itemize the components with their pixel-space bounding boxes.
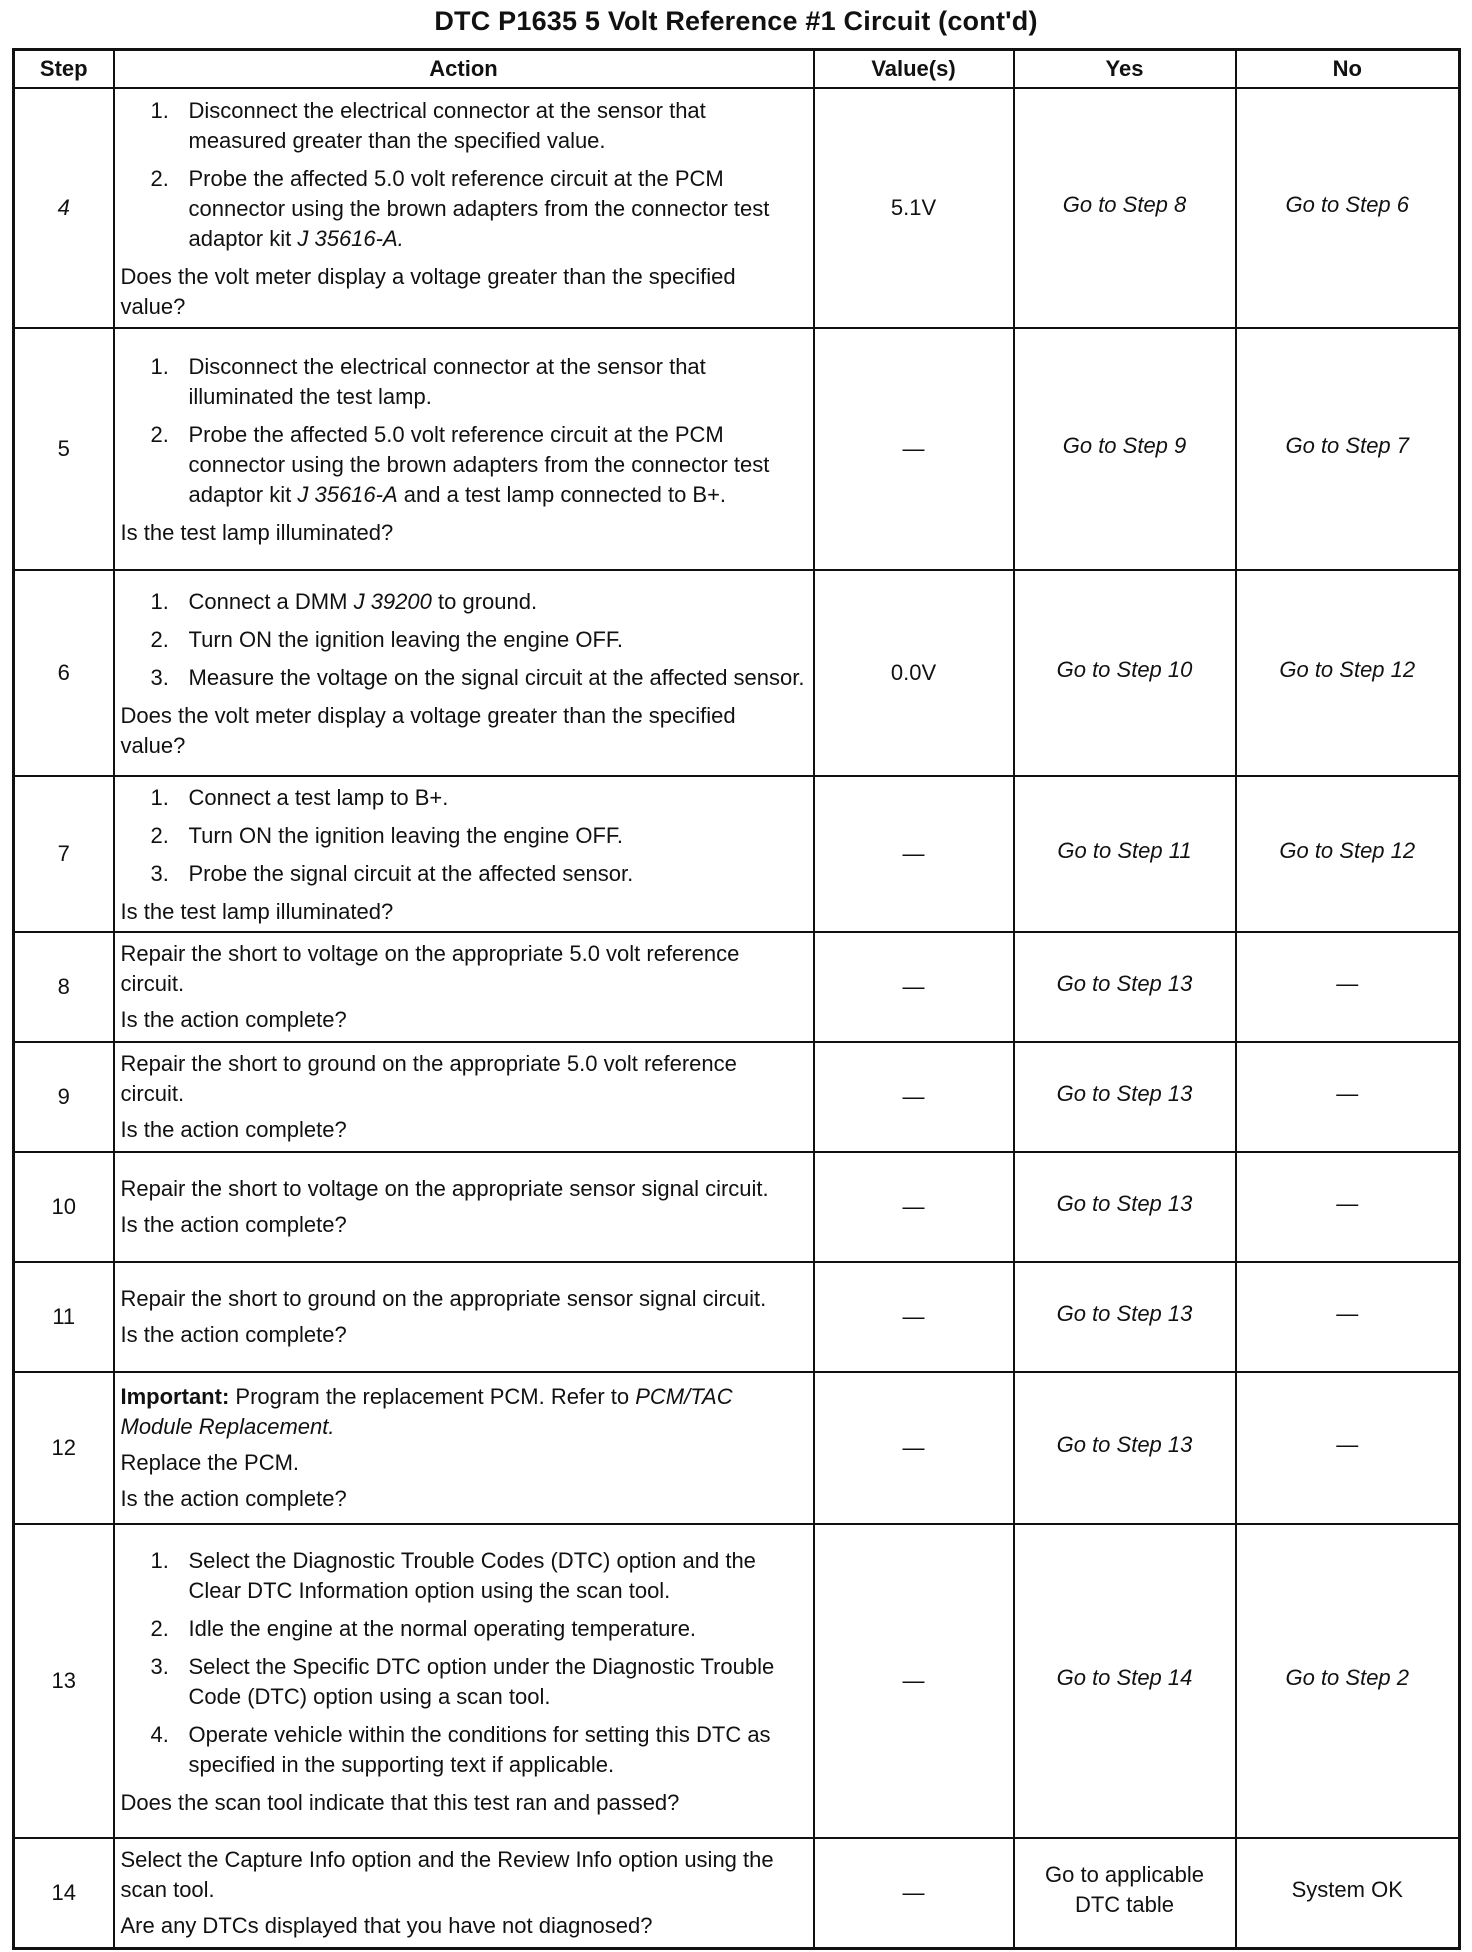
page-title: DTC P1635 5 Volt Reference #1 Circuit (cont'd) (434, 6, 1038, 36)
action-text: Replace the PCM. (120, 1450, 300, 1475)
value-cell: — (814, 1152, 1014, 1262)
action-cell (114, 570, 814, 776)
action-cell (114, 1262, 814, 1372)
question: Is the test lamp illuminated? (120, 520, 394, 545)
step-number: 6 (14, 570, 114, 776)
no-cell: Go to Step 2 (1236, 1524, 1460, 1838)
question: Does the volt meter display a voltage greater than the specified value? (120, 703, 736, 758)
yes-cell: Go to Step 11 (1014, 776, 1236, 932)
yes-cell: Go to Step 13 (1014, 1152, 1236, 1262)
no-cell: — (1236, 1042, 1460, 1152)
value-cell: — (814, 1372, 1014, 1524)
header-step: Step (14, 50, 114, 89)
question: Is the action complete? (120, 1212, 347, 1237)
value-cell: — (814, 328, 1014, 570)
action-text: Repair the short to ground on the appropriate 5.0 volt reference circuit. (120, 1051, 737, 1106)
action-item: 2. Idle the engine at the normal operating temperature. (150, 1616, 697, 1641)
action-item: 1. Select the Diagnostic Trouble Codes (DTC) option and the Clear DTC Information option using the scan tool. (150, 1548, 756, 1603)
action-cell (114, 776, 814, 932)
yes-cell: Go to Step 9 (1014, 328, 1236, 570)
value-cell: 5.1V (814, 88, 1014, 328)
no-cell: — (1236, 1152, 1460, 1262)
no-cell: Go to Step 12 (1236, 570, 1460, 776)
action-item: 3. Select the Specific DTC option under the Diagnostic Trouble Code (DTC) option using a scan tool. (150, 1654, 775, 1709)
reference-link: PCM/TAC Module Replacement. (120, 1384, 733, 1439)
action-item: 1. Connect a test lamp to B+. (150, 785, 449, 810)
step-number: 5 (14, 328, 114, 570)
action-cell (114, 1152, 814, 1262)
no-cell: Go to Step 6 (1236, 88, 1460, 328)
header-action: Action (114, 50, 814, 89)
yes-cell: Go to Step 13 (1014, 1042, 1236, 1152)
action-text: Repair the short to voltage on the appropriate 5.0 volt reference circuit. (120, 941, 740, 996)
question: Is the action complete? (120, 1117, 347, 1142)
action-cell (114, 1838, 814, 1948)
question: Does the volt meter display a voltage greater than the specified value? (120, 264, 736, 319)
step-number: 10 (14, 1152, 114, 1262)
question: Is the test lamp illuminated? (120, 899, 394, 924)
step-number: 8 (14, 932, 114, 1042)
table-row (14, 1152, 1460, 1262)
header-row (14, 50, 1460, 89)
action-text: Repair the short to voltage on the appropriate sensor signal circuit. (120, 1176, 769, 1201)
table-row (14, 570, 1460, 776)
header-values: Value(s) (814, 50, 1014, 89)
table-row (14, 88, 1460, 328)
value-cell: — (814, 1042, 1014, 1152)
table-row (14, 776, 1460, 932)
action-cell (114, 1372, 814, 1524)
yes-cell: Go to Step 13 (1014, 932, 1236, 1042)
yes-cell: Go to Step 13 (1014, 1372, 1236, 1524)
action-item: 2. Probe the affected 5.0 volt reference circuit at the PCM connector using the brown adapters from the connector test adaptor kit J 35616-A and a test lamp connected to B+. (150, 422, 770, 507)
action-cell (114, 88, 814, 328)
action-item: 3. Measure the voltage on the signal circuit at the affected sensor. (150, 665, 805, 690)
action-cell (114, 932, 814, 1042)
action-item: 2. Probe the affected 5.0 volt reference circuit at the PCM connector using the brown adapters from the connector test adaptor kit J 35616-A. (150, 166, 770, 251)
step-number: 13 (14, 1524, 114, 1838)
tool-ref: J 39200 (353, 589, 432, 614)
value-cell: — (814, 1262, 1014, 1372)
tool-ref: J 35616-A. (297, 226, 404, 251)
action-cell (114, 1042, 814, 1152)
value-cell: — (814, 932, 1014, 1042)
action-cell (114, 328, 814, 570)
value-cell: 0.0V (814, 570, 1014, 776)
table-row (14, 932, 1460, 1042)
action-item: 1. Disconnect the electrical connector at the sensor that measured greater than the specified value. (150, 98, 706, 153)
header-no: No (1236, 50, 1460, 89)
action-item: 1. Disconnect the electrical connector at the sensor that illuminated the test lamp. (150, 354, 706, 409)
step-number: 11 (14, 1262, 114, 1372)
value-cell: — (814, 1838, 1014, 1948)
yes-cell: Go to Step 13 (1014, 1262, 1236, 1372)
yes-cell: Go to Step 14 (1014, 1524, 1236, 1838)
action-item: 4. Operate vehicle within the conditions for setting this DTC as specified in the supporting text if applicable. (150, 1722, 771, 1777)
step-number: 4 (14, 88, 114, 328)
step-number: 7 (14, 776, 114, 932)
yes-cell: Go to applicable DTC table (1014, 1838, 1236, 1948)
diagnostic-table (12, 48, 1461, 1950)
table-row (14, 1262, 1460, 1372)
action-item: 3. Probe the signal circuit at the affected sensor. (150, 861, 634, 886)
question: Is the action complete? (120, 1486, 347, 1511)
table-row (14, 328, 1460, 570)
question: Is the action complete? (120, 1007, 347, 1032)
no-cell: — (1236, 1262, 1460, 1372)
action-text: Select the Capture Info option and the Review Info option using the scan tool. (120, 1846, 774, 1902)
action-item: 2. Turn ON the ignition leaving the engine OFF. (150, 627, 624, 652)
table-row (14, 1838, 1460, 1948)
value-cell: — (814, 776, 1014, 932)
action-item: 1. Connect a DMM J 39200 to ground. (150, 589, 538, 614)
yes-cell: Go to Step 10 (1014, 570, 1236, 776)
yes-cell: Go to Step 8 (1014, 88, 1236, 328)
tool-ref: J 35616-A (297, 482, 398, 507)
step-number: 12 (14, 1372, 114, 1524)
question: Is the action complete? (120, 1322, 347, 1347)
step-number: 14 (14, 1838, 114, 1948)
important-note: Important: Program the replacement PCM. Refer to PCM/TAC Module Replacement. (120, 1384, 733, 1439)
table-row (14, 1372, 1460, 1524)
question: Does the scan tool indicate that this test ran and passed? (120, 1790, 680, 1815)
action-cell (114, 1524, 814, 1838)
question: Are any DTCs displayed that you have not diagnosed? (120, 1912, 653, 1938)
table-row (14, 1042, 1460, 1152)
no-cell: Go to Step 7 (1236, 328, 1460, 570)
table-row (14, 1524, 1460, 1838)
action-item: 2. Turn ON the ignition leaving the engine OFF. (150, 823, 624, 848)
no-cell: — (1236, 932, 1460, 1042)
value-cell: — (814, 1524, 1014, 1838)
action-text: Repair the short to ground on the appropriate sensor signal circuit. (120, 1286, 767, 1311)
step-number: 9 (14, 1042, 114, 1152)
no-cell: Go to Step 12 (1236, 776, 1460, 932)
no-cell: — (1236, 1372, 1460, 1524)
no-cell: System OK (1236, 1838, 1460, 1948)
header-yes: Yes (1014, 50, 1236, 89)
